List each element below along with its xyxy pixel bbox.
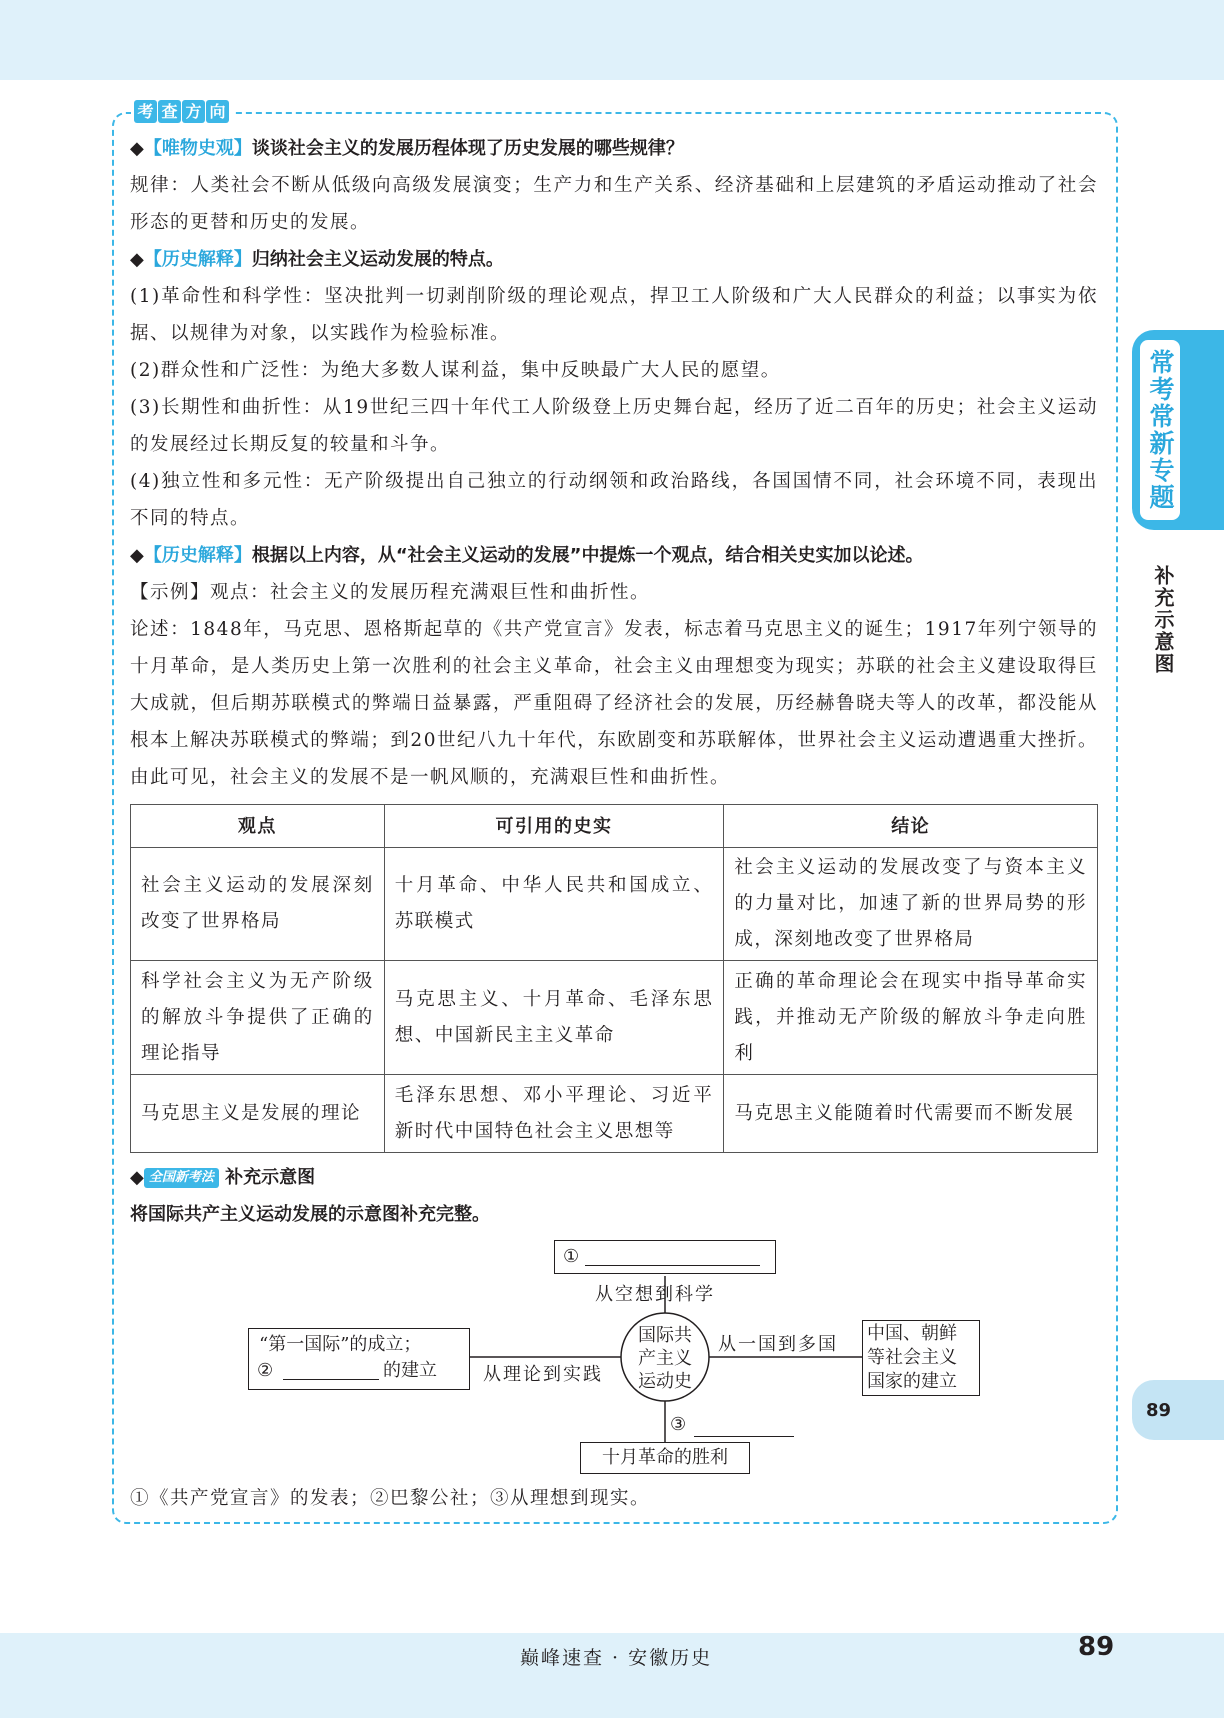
blank-label: ① xyxy=(563,1246,580,1267)
diamond-bullet-icon: ◆ xyxy=(130,545,144,566)
bottom-box-text: 十月革命的胜利 xyxy=(602,1447,728,1468)
side-tab-title: 常考常新专题 xyxy=(1146,349,1175,511)
question-1 xyxy=(130,130,1098,167)
right-box-line: 等社会主义 xyxy=(867,1347,957,1368)
instruction-text: 将国际共产主义运动发展的示意图补充完整。 xyxy=(130,1204,490,1225)
table-header: 可引用的史实 xyxy=(384,805,724,848)
answer-point: (3)长期性和曲折性：从19世纪三四十年代工人阶级登上历史舞台起，经历了近二百年的历史；社会主义运动的发展经过长期反复的较量和斗争。 xyxy=(130,397,1098,455)
diagram-top-box xyxy=(554,1240,776,1274)
diagram-answer: ①《共产党宣言》的发表；②巴黎公社；③从理想到现实。 xyxy=(130,1488,651,1509)
example-text: 【示例】观点：社会主义的发展历程充满艰巨性和曲折性。 xyxy=(130,582,651,603)
frame-tag-char: 考 xyxy=(134,100,157,123)
diamond-bullet-icon: ◆ xyxy=(130,138,144,159)
table-cell: 正确的革命理论会在现实中指导革命实践，并推动无产阶级的解放斗争走向胜利 xyxy=(724,961,1098,1075)
question-tag: 【唯物史观】 xyxy=(143,138,252,159)
facts-table xyxy=(130,804,1098,1153)
argument-text: 论述：1848年，马克思、恩格斯起草的《共产党宣言》发表，标志着马克思主义的诞生；1917年列宁领导的十月革命，是人类历史上第一次胜利的社会主义革命，社会主义由理想变为现实；苏联的社会主义建设取得巨大成就，但后期苏联模式的弊端日益暴露，严重阻碍了经济社会的发展，历经赫鲁晓夫等人的改革，都没能从根本上解决苏联模式的弊端；到20世纪八九十年代，东欧剧变和苏联解体，世界社会主义运动遭遇重大挫折。由此可见，社会主义的发展不是一帆风顺的，充满艰巨性和曲折性。 xyxy=(130,619,1098,788)
question-tag: 【历史解释】 xyxy=(143,249,252,270)
answer-point: (2)群众性和广泛性：为绝大多数人谋利益，集中反映最广大人民的愿望。 xyxy=(130,360,781,381)
table-cell: 毛泽东思想、邓小平理论、习近平新时代中国特色社会主义思想等 xyxy=(384,1075,724,1153)
table-row xyxy=(131,961,1098,1075)
footer-title: 巅峰速查 · 安徽历史 xyxy=(520,1647,713,1669)
question-text: 归纳社会主义运动发展的特点。 xyxy=(251,249,504,270)
answer-text: 规律：人类社会不断从低级向高级发展演变；生产力和生产关系、经济基础和上层建筑的矛盾运动推动了社会形态的更替和历史的发展。 xyxy=(130,175,1098,233)
frame-tag-char: 查 xyxy=(158,100,181,123)
table-header-row xyxy=(131,805,1098,848)
blank-line xyxy=(283,1379,379,1380)
movement-diagram xyxy=(240,1236,1000,1476)
table-row xyxy=(131,1075,1098,1153)
diamond-bullet-icon: ◆ xyxy=(130,249,144,270)
right-box-line: 中国、朝鲜 xyxy=(867,1323,957,1344)
question-3 xyxy=(130,537,1098,574)
table-cell: 科学社会主义为无产阶级的解放斗争提供了正确的理论指导 xyxy=(131,961,385,1075)
bottom-blank-label: ③ xyxy=(670,1414,689,1435)
table-header: 结论 xyxy=(724,805,1098,848)
side-page-number: 89 xyxy=(1132,1380,1224,1440)
question-text: 补充示意图 xyxy=(225,1167,316,1188)
table-cell: 马克思主义、十月革命、毛泽东思想、中国新民主主义革命 xyxy=(384,961,724,1075)
content xyxy=(130,130,1098,1233)
question-tag: 【历史解释】 xyxy=(143,545,252,566)
table-cell: 社会主义运动的发展改变了与资本主义的力量对比，加速了新的世界局势的形成，深刻地改变了世界格局 xyxy=(724,848,1098,961)
table-cell: 马克思主义是发展的理论 xyxy=(131,1075,385,1153)
blank-line xyxy=(585,1265,760,1266)
answer-point: (4)独立性和多元性：无产阶级提出自己独立的行动纲领和政治路线，各国国情不同，社会环境不同，表现出不同的特点。 xyxy=(130,471,1098,529)
question-text: 根据以上内容，从“社会主义运动的发展”中提炼一个观点，结合相关史实加以论述。 xyxy=(251,545,924,566)
side-tab-subtitle: 补充示意图 xyxy=(1151,565,1175,675)
table-cell: 社会主义运动的发展深刻改变了世界格局 xyxy=(131,848,385,961)
top-band xyxy=(0,0,1224,80)
top-connector-label: 从空想到科学 xyxy=(595,1284,715,1305)
diagram-bottom-box xyxy=(580,1442,750,1474)
blank-label: ② xyxy=(257,1360,274,1381)
center-label xyxy=(625,1324,705,1393)
center-line: 运动史 xyxy=(638,1371,692,1392)
right-box-line: 国家的建立 xyxy=(867,1371,957,1392)
right-connector-label: 从一国到多国 xyxy=(718,1334,838,1355)
diagram-right-box xyxy=(862,1320,980,1396)
question-4 xyxy=(130,1159,1098,1196)
new-exam-badge: 全国新考法 xyxy=(144,1168,219,1188)
frame-tag-char: 向 xyxy=(206,100,229,123)
table-row xyxy=(131,848,1098,961)
left-box-line-2: 的建立 xyxy=(383,1360,437,1381)
diagram-left-box xyxy=(248,1328,470,1390)
table-cell: 十月革命、中华人民共和国成立、苏联模式 xyxy=(384,848,724,961)
frame-tag-char: 方 xyxy=(182,100,205,123)
frame-tag xyxy=(131,100,232,124)
left-box-line-1: “第一国际”的成立； xyxy=(259,1334,422,1355)
question-2 xyxy=(130,241,1098,278)
table-cell: 马克思主义能随着时代需要而不断发展 xyxy=(724,1075,1098,1153)
diamond-bullet-icon: ◆ xyxy=(130,1167,144,1188)
table-header: 观点 xyxy=(131,805,385,848)
footer-page-number: 89 xyxy=(1078,1632,1115,1662)
blank-line xyxy=(694,1436,794,1437)
center-line: 产主义 xyxy=(638,1348,692,1369)
side-tab-label-box xyxy=(1140,340,1180,520)
answer-point: (1)革命性和科学性：坚决批判一切剥削阶级的理论观点，捍卫工人阶级和广大人民群众的利益；以事实为依据、以规律为对象，以实践作为检验标准。 xyxy=(130,286,1098,344)
left-connector-label: 从理论到实践 xyxy=(483,1364,603,1385)
center-line: 国际共 xyxy=(638,1325,692,1346)
question-text: 谈谈社会主义的发展历程体现了历史发展的哪些规律？ xyxy=(251,138,684,159)
